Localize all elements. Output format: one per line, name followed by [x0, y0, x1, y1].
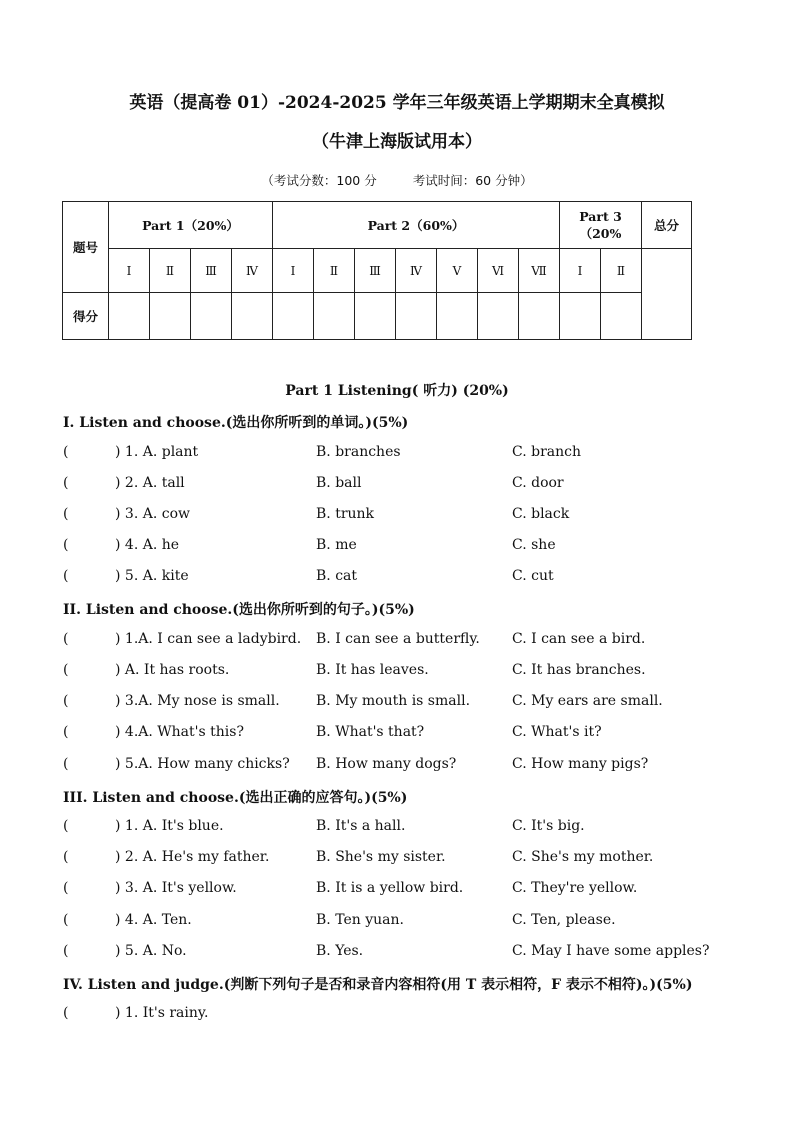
option-b: B. Yes.	[316, 943, 364, 959]
part2-numeral: Ⅴ	[437, 249, 478, 293]
section-heading: III. Listen and choose.(选出正确的应答句。)(5%)	[63, 790, 408, 806]
score-cell[interactable]	[355, 293, 396, 340]
question-row: ( ) 1. A. plant B. branches C. branch	[63, 444, 581, 460]
option-c: C. I can see a bird.	[512, 631, 646, 647]
option-c: C. They're yellow.	[512, 880, 638, 896]
document-title: 英语（提高卷 01）-2024-2025 学年三年级英语上学期期末全真模拟	[129, 93, 665, 113]
option-b: B. My mouth is small.	[316, 693, 471, 709]
option-c: C. It has branches.	[512, 662, 646, 678]
option-b: B. It's a hall.	[316, 818, 406, 834]
score-cell[interactable]	[109, 293, 150, 340]
total-score-cell[interactable]	[642, 249, 692, 340]
part2-numeral: Ⅳ	[396, 249, 437, 293]
part2-numeral: Ⅶ	[519, 249, 560, 293]
part2-numeral: Ⅰ	[273, 249, 314, 293]
question-stem: ) 3. A. It's yellow.	[115, 880, 237, 896]
option-b: B. It is a yellow bird.	[316, 880, 464, 896]
question-stem: ) 1.A. I can see a ladybird.	[115, 631, 302, 647]
exam-info-close: ）	[520, 173, 533, 188]
score-cell[interactable]	[437, 293, 478, 340]
part2-numeral: Ⅱ	[314, 249, 355, 293]
option-c: C. Ten, please.	[512, 912, 616, 928]
exam-info	[0, 171, 794, 189]
question-row: ( ) 3. A. It's yellow. B. It is a yellow bird. C. They're yellow.	[63, 880, 638, 896]
score-cell[interactable]	[601, 293, 642, 340]
score-cell[interactable]	[519, 293, 560, 340]
question-row: ( ) 5.A. How many chicks? B. How many dogs? C. How many pigs?	[63, 756, 649, 772]
option-c: C. branch	[512, 444, 581, 460]
question-row: ( ) 1. It's rainy.	[63, 1005, 209, 1021]
option-b: B. cat	[316, 568, 358, 584]
option-b: B. branches	[316, 444, 401, 460]
exam-info-open: （	[261, 173, 274, 188]
section-heading: I. Listen and choose.(选出你所听到的单词。)(5%)	[63, 415, 409, 431]
option-b: B. It has leaves.	[316, 662, 429, 678]
part2-numeral: Ⅲ	[355, 249, 396, 293]
option-b: B. Ten yuan.	[316, 912, 404, 928]
question-stem: ) 4.A. What's this?	[115, 724, 244, 740]
question-row: ( ) 4.A. What's this? B. What's that? C. What's it?	[63, 724, 602, 740]
score-cell[interactable]	[314, 293, 355, 340]
option-c: C. What's it?	[512, 724, 602, 740]
part1-numeral: Ⅱ	[150, 249, 191, 293]
score-table	[62, 201, 692, 340]
question-number-label: 题号	[63, 202, 109, 293]
part3-header: Part 3（20%	[560, 202, 642, 249]
question-row: ( ) 2. A. tall B. ball C. door	[63, 475, 564, 491]
question-stem: ) 3.A. My nose is small.	[115, 693, 280, 709]
score-cell[interactable]	[232, 293, 273, 340]
part1-numeral: Ⅰ	[109, 249, 150, 293]
question-row: ( ) 3.A. My nose is small. B. My mouth is small. C. My ears are small.	[63, 693, 663, 709]
option-c: C. How many pigs?	[512, 756, 649, 772]
score-cell[interactable]	[273, 293, 314, 340]
score-cell[interactable]	[150, 293, 191, 340]
score-label: 得分	[63, 293, 109, 340]
option-c: C. May I have some apples?	[512, 943, 710, 959]
question-stem: ) 3. A. cow	[115, 506, 190, 522]
option-c: C. It's big.	[512, 818, 585, 834]
exam-time-info: 考试时间：60 分钟	[412, 173, 521, 188]
question-stem: ) 5.A. How many chicks?	[115, 756, 290, 772]
option-b: B. How many dogs?	[316, 756, 457, 772]
question-stem: ) 2. A. tall	[115, 475, 185, 491]
question-row: ( ) 3. A. cow B. trunk C. black	[63, 506, 570, 522]
part3-numeral: Ⅱ	[601, 249, 642, 293]
score-cell[interactable]	[396, 293, 437, 340]
part3-numeral: Ⅰ	[560, 249, 601, 293]
question-row: ( ) 1.A. I can see a ladybird. B. I can see a butterfly. C. I can see a bird.	[63, 631, 646, 647]
document-subtitle: （牛津上海版试用本）	[312, 132, 482, 152]
question-stem: ) 2. A. He's my father.	[115, 849, 270, 865]
question-row: ( ) 4. A. Ten. B. Ten yuan. C. Ten, please.	[63, 912, 616, 928]
option-b: B. trunk	[316, 506, 375, 522]
question-row: ( ) 1. A. It's blue. B. It's a hall. C. It's big.	[63, 818, 585, 834]
option-b: B. She's my sister.	[316, 849, 446, 865]
option-c: C. cut	[512, 568, 554, 584]
section-heading: II. Listen and choose.(选出你所听到的句子。)(5%)	[63, 602, 415, 618]
part2-numeral: Ⅵ	[478, 249, 519, 293]
score-cell[interactable]	[478, 293, 519, 340]
score-cell[interactable]	[560, 293, 601, 340]
part1-header: Part 1（20%）	[109, 202, 273, 249]
part1-title: Part 1 Listening( 听力) (20%)	[285, 383, 509, 399]
option-b: B. What's that?	[316, 724, 425, 740]
question-stem: ) A. It has roots.	[115, 662, 230, 678]
option-c: C. she	[512, 537, 556, 553]
option-c: C. black	[512, 506, 570, 522]
question-row: ( ) 5. A. kite B. cat C. cut	[63, 568, 554, 584]
section-heading: IV. Listen and judge.(判断下列句子是否和录音内容相符(用 T 表示相符，F 表示不相符)。)(5%)	[63, 977, 693, 993]
question-stem: ) 4. A. he	[115, 537, 180, 553]
question-stem: ) 1. A. It's blue.	[115, 818, 224, 834]
question-stem: ) 1. It's rainy.	[115, 1005, 209, 1021]
option-b: B. I can see a butterfly.	[316, 631, 480, 647]
question-stem: ) 1. A. plant	[115, 444, 199, 460]
question-stem: ) 4. A. Ten.	[115, 912, 192, 928]
exam-score-info: 考试分数：100 分	[273, 173, 377, 188]
option-c: C. door	[512, 475, 564, 491]
question-stem: ) 5. A. kite	[115, 568, 189, 584]
question-row: ( ) 4. A. he B. me C. she	[63, 537, 556, 553]
part1-numeral: Ⅲ	[191, 249, 232, 293]
score-cell[interactable]	[191, 293, 232, 340]
option-c: C. My ears are small.	[512, 693, 663, 709]
question-row: ( ) 2. A. He's my father. B. She's my sister. C. She's my mother.	[63, 849, 654, 865]
option-b: B. me	[316, 537, 357, 553]
question-stem: ) 5. A. No.	[115, 943, 187, 959]
question-row: ( ) A. It has roots. B. It has leaves. C. It has branches.	[63, 662, 646, 678]
total-header: 总分	[642, 202, 692, 249]
part1-numeral: Ⅳ	[232, 249, 273, 293]
option-b: B. ball	[316, 475, 362, 491]
option-c: C. She's my mother.	[512, 849, 654, 865]
question-row: ( ) 5. A. No. B. Yes. C. May I have some apples?	[63, 943, 710, 959]
part2-header: Part 2（60%）	[273, 202, 560, 249]
